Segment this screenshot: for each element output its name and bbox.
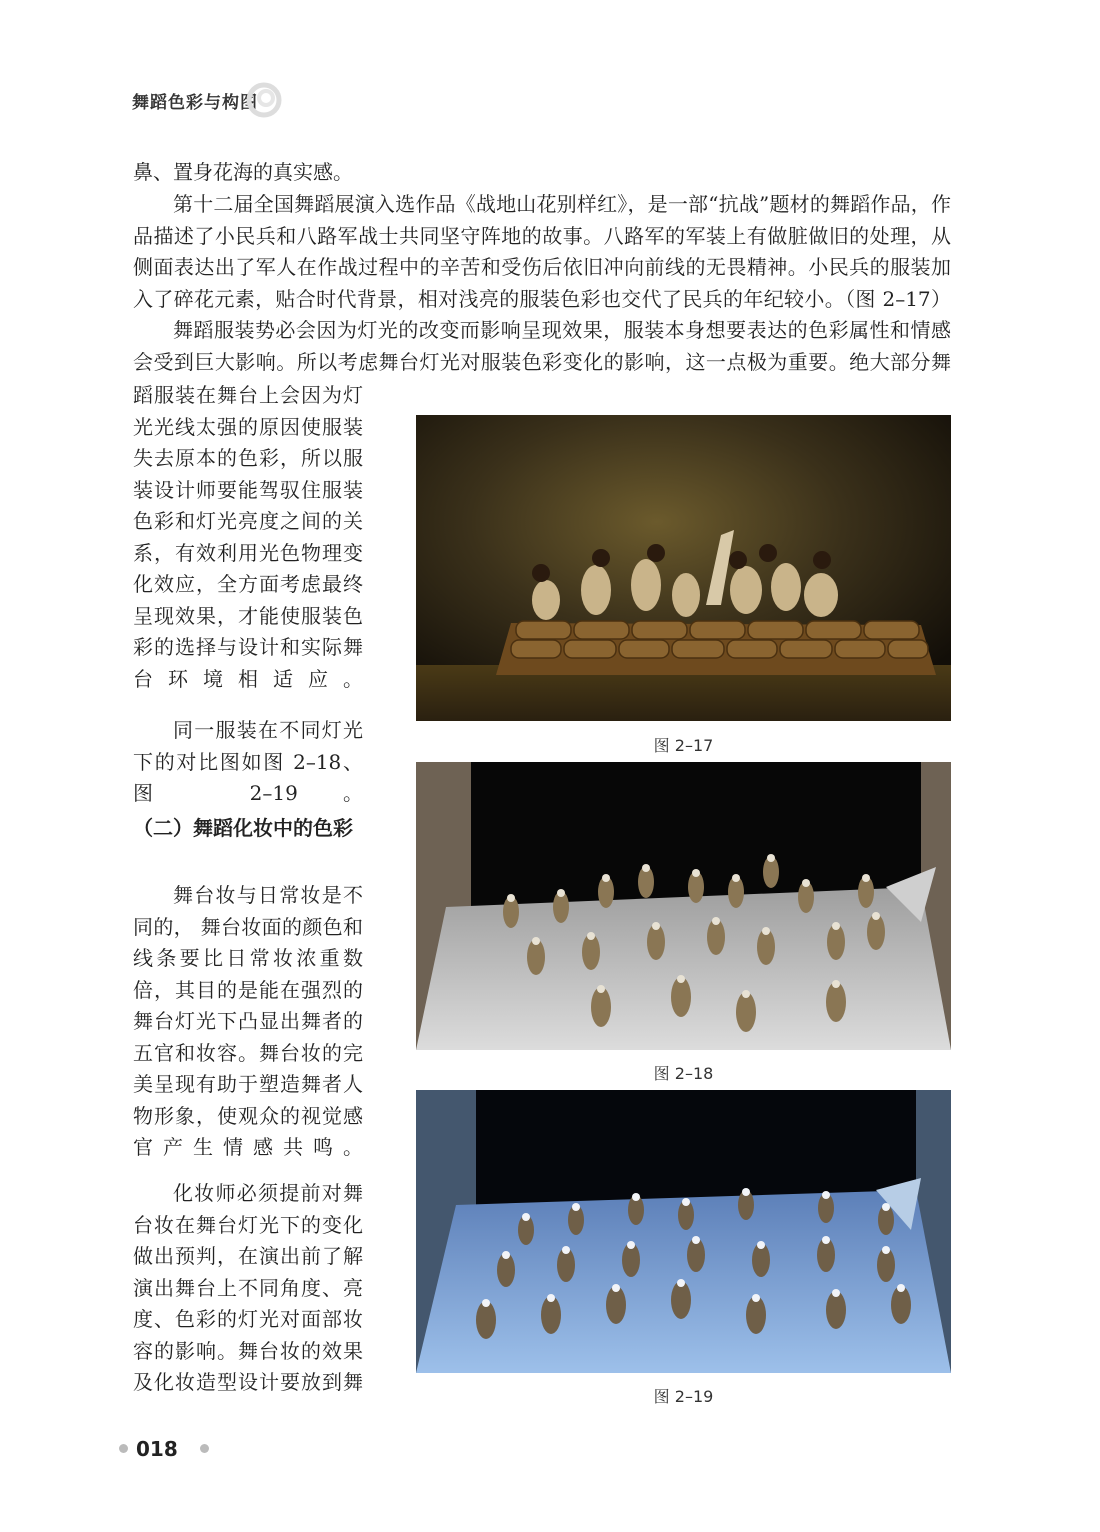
header-swirl-ornament: [244, 82, 284, 118]
paragraph-1: 鼻、置身花海的真实感。: [133, 160, 353, 184]
section-heading: （二）舞蹈化妆中的色彩: [133, 816, 353, 840]
figure-2-19-photo: [416, 1090, 951, 1373]
paragraph-4: 同一服装在不同灯光下的对比图如图 2–18、图 2–19。: [133, 718, 363, 805]
running-header: 舞蹈色彩与构图: [132, 93, 258, 113]
folio-dot-left: [119, 1444, 128, 1453]
paragraph-5: 舞台妆与日常妆是不同的， 舞台妆面的颜色和线条要比日常妆浓重数倍，其目的是能在强烈的舞台灯光下凸显出舞者的五官和妆容。舞台妆的完美呈现有助于塑造舞者人物形象，使观众的视觉感官产生情感共鸣。: [133, 883, 363, 1159]
paragraph-6: 化妆师必须提前对舞台妆在舞台灯光下的变化做出预判，在演出前了解演出舞台上不同角度、亮度、色彩的灯光对面部妆容的影响。舞台妆的效果及化妆造型设计要放到舞: [133, 1181, 363, 1394]
page-number: 018: [136, 1437, 178, 1461]
figure-2-18-caption: 图 2–18: [653, 1064, 714, 1083]
folio-dot-right: [200, 1444, 209, 1453]
figure-2-19-caption: 图 2–19: [653, 1387, 714, 1406]
paragraph-2: 第十二届全国舞蹈展演入选作品《战地山花别样红》，是一部“抗战”题材的舞蹈作品，作品描述了小民兵和八路军战士共同坚守阵地的故事。八路军的军装上有做脏做旧的处理，从侧面表达出了军人在作战过程中的辛苦和受伤后依旧冲向前线的无畏精神。小民兵的服装加入了碎花元素，贴合时代背景，相对浅亮的服装色彩也交代了民兵的年纪较小。（图 2–17）: [133, 192, 951, 311]
figure-2-17-photo: [416, 415, 951, 721]
figure-2-18-photo: [416, 762, 951, 1050]
paragraph-3-continued: 蹈服装在舞台上会因为灯光光线太强的原因使服装失去原本的色彩，所以服装设计师要能驾驭住服装色彩和灯光亮度之间的关系，有效利用光色物理变化效应，全方面考虑最终呈现效果，才能使服装色彩的选择与设计和实际舞台环境相适应。: [133, 383, 363, 691]
paragraph-3: 舞蹈服装势必会因为灯光的改变而影响呈现效果，服装本身想要表达的色彩属性和情感会受到巨大影响。所以考虑舞台灯光对服装色彩变化的影响，这一点极为重要。绝大部分舞: [133, 318, 951, 374]
figure-2-17-caption: 图 2–17: [653, 736, 714, 755]
